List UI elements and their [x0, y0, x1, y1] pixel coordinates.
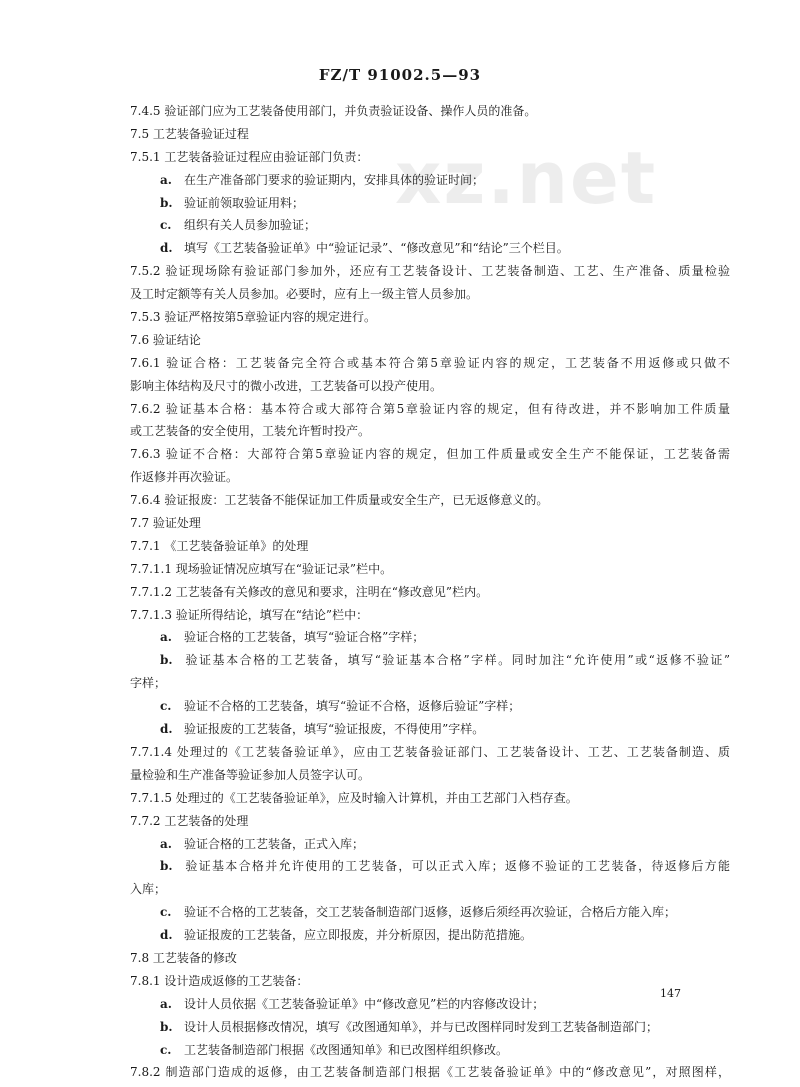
text-line: [130, 947, 730, 970]
line-text: 7.7.1.4 处理过的《工艺装备验证单》，应由工艺装备验证部门、工艺装备设计、工艺、工艺装备制造、质: [130, 744, 730, 759]
line-text: 作返修并再次验证。: [130, 470, 239, 485]
line-text: 设计人员根据修改情况，填写《改图通知单》，并与已改图样同时发到工艺装备制造部门；: [184, 1019, 659, 1034]
line-text: 及工时定额等有关人员参加。必要时，应有上一级主管人员参加。: [130, 287, 479, 302]
list-item-label: d.: [160, 241, 173, 256]
text-line: [130, 146, 730, 169]
line-text: 7.7.1 《工艺装备验证单》的处理: [130, 538, 309, 553]
line-text: 影响主体结构及尺寸的微小改进，工艺装备可以投产使用。: [130, 378, 443, 393]
text-line: [130, 283, 730, 306]
text-line: [130, 375, 730, 398]
list-item-line: [130, 626, 730, 649]
text-line: [130, 489, 730, 512]
line-text: 7.7.1.1 现场验证情况应填写在“验证记录”栏中。: [130, 561, 393, 576]
text-line: [130, 100, 730, 123]
list-item-line: [130, 1039, 730, 1062]
line-text: 7.7.1.3 验证所得结论，填写在“结论”栏中：: [130, 607, 369, 622]
text-line: [130, 581, 730, 604]
line-text: 验证合格的工艺装备，正式入库；: [184, 836, 365, 851]
line-text: 验证报废的工艺装备，应立即报废，并分析原因，提出防范措施。: [184, 928, 533, 943]
page-number: 147: [660, 987, 681, 1000]
line-text: 7.8 工艺装备的修改: [130, 950, 237, 965]
line-text: 7.6.2 验证基本合格：基本符合或大部符合第5章验证内容的规定，但有待改进，并不影响加工件质量: [130, 401, 730, 416]
line-text: 验证合格的工艺装备，填写“验证合格”字样；: [184, 630, 425, 645]
text-line: [130, 443, 730, 466]
text-line: [130, 535, 730, 558]
list-item-line: [130, 1016, 730, 1039]
line-text: 入库；: [130, 882, 167, 897]
line-text: 7.4.5 验证部门应为工艺装备使用部门，并负责验证设备、操作人员的准备。: [130, 104, 537, 118]
line-text: 7.7 验证处理: [130, 516, 201, 531]
list-item-label: b.: [160, 653, 173, 668]
line-text: 在生产准备部门要求的验证期内，安排具体的验证时间；: [184, 172, 485, 187]
line-text: 验证前领取验证用料；: [184, 195, 305, 210]
text-line: [130, 604, 730, 627]
list-item-label: a.: [160, 996, 172, 1011]
text-line: [130, 764, 730, 787]
list-item-line: [130, 855, 730, 878]
list-item-label: c.: [160, 699, 172, 714]
list-item-label: b.: [160, 859, 173, 874]
list-item-line: [130, 169, 730, 192]
line-text: 7.6.4 验证报废：工艺装备不能保证加工件质量或安全生产，已无返修意义的。: [130, 493, 549, 508]
list-item-label: a.: [160, 630, 172, 645]
text-line: [130, 512, 730, 535]
text-line: [130, 123, 730, 146]
text-line: [130, 878, 730, 901]
line-text: 7.8.1 设计造成返修的工艺装备：: [130, 973, 309, 988]
text-line: [130, 466, 730, 489]
line-text: 验证基本合格并允许使用的工艺装备，可以正式入库；返修不验证的工艺装备，待返修后方能: [184, 859, 730, 874]
text-line: [130, 970, 730, 993]
line-text: 设计人员依据《工艺装备验证单》中“修改意见”栏的内容修改设计；: [184, 996, 545, 1011]
list-item-label: c.: [160, 1042, 172, 1057]
line-text: 填写《工艺装备验证单》中“验证记录”、“修改意见”和“结论”三个栏目。: [184, 241, 569, 256]
text-line: [130, 398, 730, 421]
list-item-line: [130, 718, 730, 741]
line-text: 7.7.1.2 工艺装备有关修改的意见和要求，注明在“修改意见”栏内。: [130, 584, 489, 599]
list-item-line: [130, 901, 730, 924]
line-text: 验证不合格的工艺装备，交工艺装备制造部门返修，返修后须经再次验证，合格后方能入库；: [184, 905, 677, 920]
line-text: 7.5.1 工艺装备验证过程应由验证部门负责：: [130, 149, 369, 164]
line-text: 7.5 工艺装备验证过程: [130, 126, 249, 141]
document-number-header: FZ/T 91002.5—93: [318, 66, 482, 84]
text-line: [130, 306, 730, 329]
list-item-label: d.: [160, 722, 173, 737]
text-line: [130, 810, 730, 833]
list-item-label: b.: [160, 1019, 173, 1034]
line-text: 验证基本合格的工艺装备，填写“验证基本合格”字样。同时加注“允许使用”或“返修不验证”: [184, 653, 730, 668]
list-item-line: [130, 833, 730, 856]
line-text: 量检验和生产准备等验证参加人员签字认可。: [130, 767, 371, 782]
list-item-label: c.: [160, 905, 172, 920]
list-item-line: [130, 214, 730, 237]
list-item-line: [130, 695, 730, 718]
line-text: 验证不合格的工艺装备，填写“验证不合格，返修后验证”字样；: [184, 699, 521, 714]
line-text: 或工艺装备的安全使用，工装允许暂时投产。: [130, 424, 371, 439]
line-text: 7.6.3 验证不合格：大部符合第5章验证内容的规定，但加工件质量或安全生产不能保证，工艺装备需: [130, 447, 730, 462]
list-item-label: b.: [160, 195, 173, 210]
list-item-line: [130, 649, 730, 672]
line-text: 组织有关人员参加验证；: [184, 218, 317, 233]
line-text: 7.6.1 验证合格：工艺装备完全符合或基本符合第5章验证内容的规定，工艺装备不用返修或只做不: [130, 355, 730, 370]
line-text: 验证报废的工艺装备，填写“验证报废，不得使用”字样。: [184, 722, 485, 737]
text-line: [130, 329, 730, 352]
list-item-label: a.: [160, 172, 172, 187]
line-text: 字样；: [130, 676, 167, 691]
text-line: [130, 420, 730, 443]
text-line: [130, 352, 730, 375]
text-line: [130, 787, 730, 810]
list-item-line: [130, 924, 730, 947]
text-line: [130, 1061, 730, 1084]
line-text: 7.7.1.5 处理过的《工艺装备验证单》，应及时输入计算机，并由工艺部门入档存查。: [130, 790, 578, 805]
list-item-line: [130, 993, 730, 1016]
line-text: 工艺装备制造部门根据《改图通知单》和已改图样组织修改。: [184, 1042, 509, 1057]
text-line: [130, 558, 730, 581]
text-line: [130, 672, 730, 695]
list-item-label: d.: [160, 928, 173, 943]
list-item-label: c.: [160, 218, 172, 233]
line-text: 7.6 验证结论: [130, 332, 201, 347]
document-body: [130, 100, 730, 1084]
watermark: xz.net: [395, 136, 658, 220]
line-text: 7.8.2 制造部门造成的返修，由工艺装备制造部门根据《工艺装备验证单》中的“修改意见”，对照图样，: [130, 1065, 730, 1080]
list-item-line: [130, 237, 730, 260]
line-text: 7.5.3 验证严格按第5章验证内容的规定进行。: [130, 310, 376, 325]
line-text: 7.7.2 工艺装备的处理: [130, 813, 249, 828]
text-line: [130, 741, 730, 764]
list-item-label: a.: [160, 836, 172, 851]
line-text: 7.5.2 验证现场除有验证部门参加外，还应有工艺装备设计、工艺装备制造、工艺、生产准备、质量检验: [130, 264, 730, 279]
list-item-line: [130, 192, 730, 215]
text-line: [130, 260, 730, 283]
